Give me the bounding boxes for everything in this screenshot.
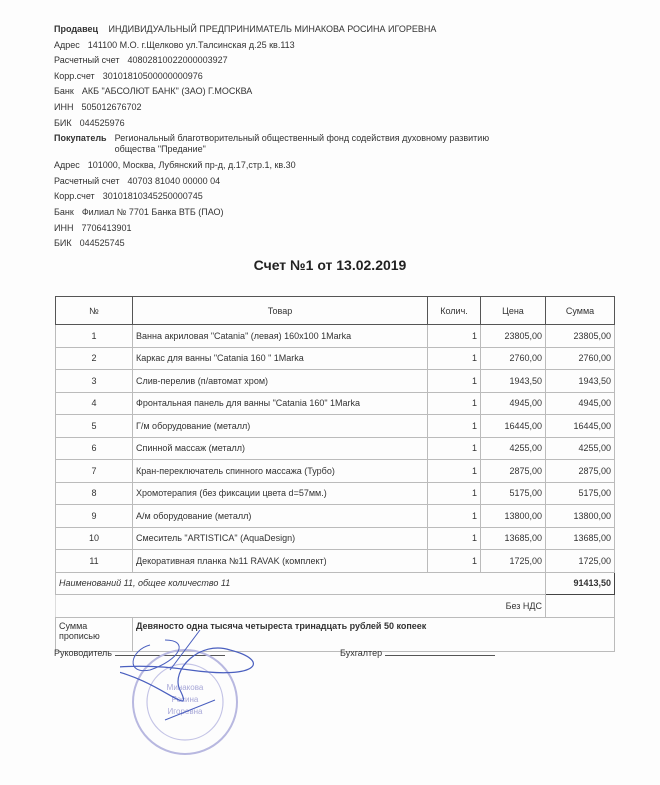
item-name: Слив-перелив (п/автомат хром) <box>133 370 428 393</box>
stamp-and-signature <box>120 630 320 770</box>
seller-field-label: Банк <box>54 86 74 97</box>
buyer-field-label: БИК <box>54 238 72 249</box>
item-price: 5175,00 <box>481 482 546 505</box>
row-number: 4 <box>56 392 133 415</box>
table-row <box>56 437 615 460</box>
buyer-field-label: Банк <box>54 206 74 217</box>
table-row <box>56 325 615 348</box>
header-qty: Колич. <box>428 297 481 325</box>
item-qty: 1 <box>428 505 481 528</box>
buyer-label: Покупатель <box>54 133 107 144</box>
item-name: Смеситель "ARTISTICA" (AquaDesign) <box>133 527 428 550</box>
item-name: Спинной массаж (металл) <box>133 437 428 460</box>
table-header <box>56 297 615 325</box>
item-name: Г/м оборудование (металл) <box>133 415 428 438</box>
items-table <box>55 296 615 652</box>
row-number: 8 <box>56 482 133 505</box>
seller-field-value: 40802810022000003927 <box>127 55 228 66</box>
row-number: 2 <box>56 347 133 370</box>
accountant-signature <box>340 648 495 658</box>
table-row <box>56 482 615 505</box>
vat-text: Без НДС <box>56 595 546 618</box>
item-sum: 5175,00 <box>546 482 615 505</box>
item-sum: 1725,00 <box>546 550 615 573</box>
item-price: 1725,00 <box>481 550 546 573</box>
seller-field-label: Адрес <box>54 39 80 50</box>
item-sum: 4255,00 <box>546 437 615 460</box>
header-price: Цена <box>481 297 546 325</box>
total-row <box>56 572 615 595</box>
header-sum: Сумма <box>546 297 615 325</box>
item-sum: 23805,00 <box>546 325 615 348</box>
buyer-field <box>54 205 505 221</box>
stamp-text: Минакова <box>166 683 204 692</box>
words-label: Сумма прописью <box>56 617 133 651</box>
item-name: А/м оборудование (металл) <box>133 505 428 528</box>
item-price: 4255,00 <box>481 437 546 460</box>
seller-field-value: 30101810500000000976 <box>102 70 203 81</box>
amount-in-words: Девяносто одна тысяча четыреста тринадцать рублей 50 копеек <box>133 617 615 651</box>
seller-label: Продавец <box>54 24 99 34</box>
item-price: 4945,00 <box>481 392 546 415</box>
item-sum: 13685,00 <box>546 527 615 550</box>
table-row <box>56 392 615 415</box>
row-number: 9 <box>56 505 133 528</box>
table-row <box>56 415 615 438</box>
item-price: 2760,00 <box>481 347 546 370</box>
buyer-field-value: 30101810345250000745 <box>102 191 203 202</box>
buyer-field <box>54 174 505 190</box>
seller-field-value: 141100 М.О. г.Щелково ул.Талсинская д.25 кв.113 <box>87 39 295 50</box>
seller-field-label: ИНН <box>54 101 74 112</box>
item-sum: 4945,00 <box>546 392 615 415</box>
seller-field <box>54 116 505 132</box>
item-qty: 1 <box>428 550 481 573</box>
vat-empty-cell <box>546 595 615 618</box>
buyer-field-label: ИНН <box>54 222 74 233</box>
director-label: Руководитель <box>54 648 112 658</box>
row-number: 1 <box>56 325 133 348</box>
table-row <box>56 460 615 483</box>
buyer-field-label: Корр.счет <box>54 191 95 202</box>
seller-field <box>54 100 505 116</box>
seller-field-value: 505012676702 <box>81 101 142 112</box>
table-row <box>56 505 615 528</box>
table-row <box>56 347 615 370</box>
header-item: Товар <box>133 297 428 325</box>
buyer-field-label: Расчетный счет <box>54 175 120 186</box>
row-number: 6 <box>56 437 133 460</box>
seller-block <box>54 22 505 252</box>
item-price: 2875,00 <box>481 460 546 483</box>
table-row <box>56 527 615 550</box>
item-qty: 1 <box>428 527 481 550</box>
buyer-field <box>54 189 505 205</box>
item-qty: 1 <box>428 415 481 438</box>
item-name: Каркас для ванны "Catania 160 " 1Marka <box>133 347 428 370</box>
item-name: Хромотерапия (без фиксации цвета d=57мм.) <box>133 482 428 505</box>
seller-name: ИНДИВИДУАЛЬНЫЙ ПРЕДПРИНИМАТЕЛЬ МИНАКОВА РОСИНА ИГОРЕВНА <box>108 24 437 34</box>
item-sum: 13800,00 <box>546 505 615 528</box>
accountant-label: Бухгалтер <box>340 648 383 658</box>
accountant-signature-line <box>385 655 495 656</box>
item-name: Декоративная планка №11 RAVAK (комплект) <box>133 550 428 573</box>
item-qty: 1 <box>428 325 481 348</box>
buyer-field <box>54 236 505 252</box>
seller-field-label: Расчетный счет <box>54 55 120 66</box>
total-amount: 91413,50 <box>546 572 615 595</box>
item-sum: 2760,00 <box>546 347 615 370</box>
stamp-text: Росина <box>171 695 199 704</box>
summary-text: Наименований 11, общее количество 11 <box>56 572 546 595</box>
row-number: 7 <box>56 460 133 483</box>
seller-field-value: АКБ "АБСОЛЮТ БАНК" (ЗАО) Г.МОСКВА <box>81 86 253 97</box>
item-price: 13800,00 <box>481 505 546 528</box>
item-qty: 1 <box>428 347 481 370</box>
item-qty: 1 <box>428 482 481 505</box>
item-price: 1943,50 <box>481 370 546 393</box>
item-qty: 1 <box>428 370 481 393</box>
buyer-field <box>54 221 505 237</box>
item-name: Ванна акриловая "Catania" (левая) 160x100 1Marka <box>133 325 428 348</box>
item-price: 13685,00 <box>481 527 546 550</box>
row-number: 11 <box>56 550 133 573</box>
seller-field <box>54 53 505 69</box>
seller-field-label: БИК <box>54 117 72 128</box>
item-sum: 16445,00 <box>546 415 615 438</box>
buyer-field-value: 40703 81040 00000 04 <box>127 175 221 186</box>
stamp-text: Игоревна <box>167 707 203 716</box>
item-name: Фронтальная панель для ванны "Catania 160" 1Marka <box>133 392 428 415</box>
seller-field-value: 044525976 <box>79 117 125 128</box>
row-number: 5 <box>56 415 133 438</box>
header-number: № <box>56 297 133 325</box>
item-qty: 1 <box>428 392 481 415</box>
seller-field-label: Корр.счет <box>54 70 95 81</box>
row-number: 3 <box>56 370 133 393</box>
invoice-title: Счет №1 от 13.02.2019 <box>253 257 407 273</box>
item-sum: 1943,50 <box>546 370 615 393</box>
buyer-field-value: 101000, Москва, Лубянский пр-д, д.17,стр.1, кв.30 <box>87 160 296 171</box>
buyer-name: Региональный благотворительный общественный фонд содействия духовному развитию общества "Предание" <box>114 133 490 155</box>
table-row <box>56 550 615 573</box>
item-qty: 1 <box>428 437 481 460</box>
seller-field <box>54 38 505 54</box>
item-price: 23805,00 <box>481 325 546 348</box>
buyer-field <box>54 158 505 174</box>
buyer-field-value: 7706413901 <box>81 222 132 233</box>
buyer-field-label: Адрес <box>54 160 80 171</box>
table-row <box>56 370 615 393</box>
item-name: Кран-переключатель спинного массажа (Турбо) <box>133 460 428 483</box>
seller-field <box>54 84 505 100</box>
vat-row <box>56 595 615 618</box>
seller-field <box>54 69 505 85</box>
row-number: 10 <box>56 527 133 550</box>
buyer-field-value: 044525745 <box>79 238 125 249</box>
item-sum: 2875,00 <box>546 460 615 483</box>
item-price: 16445,00 <box>481 415 546 438</box>
buyer-field-value: Филиал № 7701 Банка ВТБ (ПАО) <box>81 206 224 217</box>
item-qty: 1 <box>428 460 481 483</box>
